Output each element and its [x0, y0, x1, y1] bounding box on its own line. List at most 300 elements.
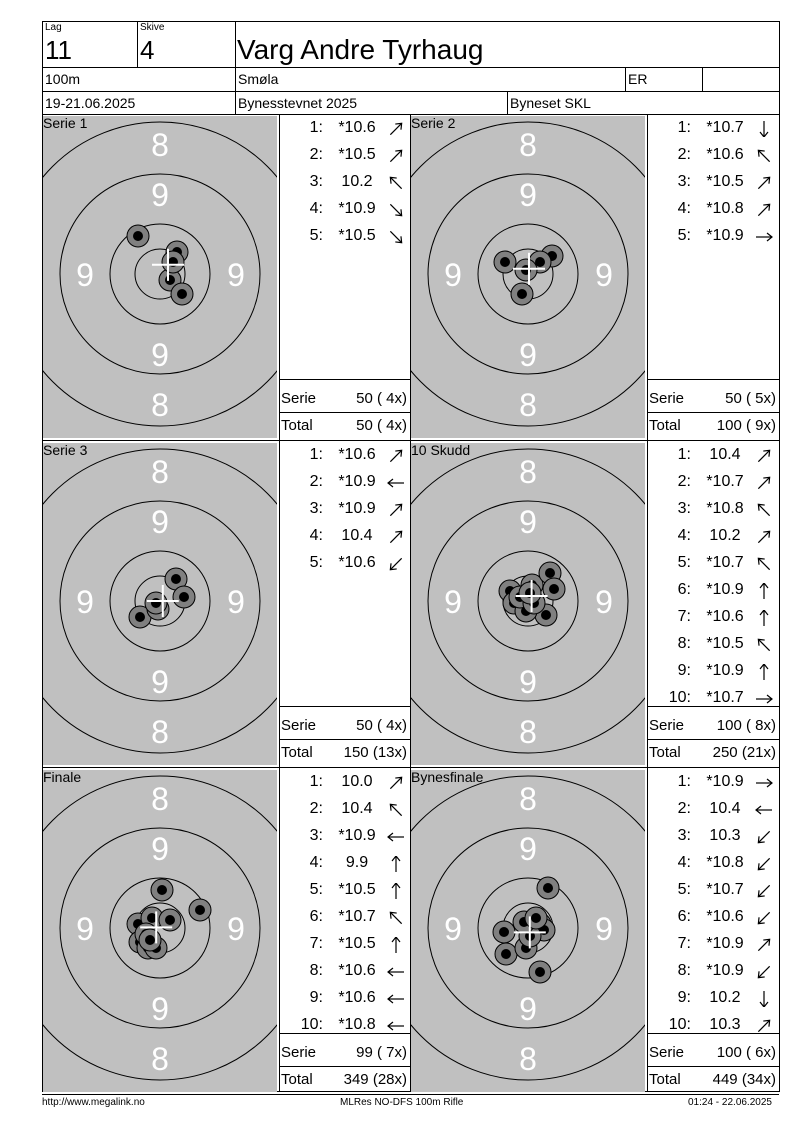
direction-arrow-icon [753, 883, 775, 899]
shot-value: *10.5 [338, 227, 376, 244]
shot-row [279, 119, 409, 146]
shot-row [647, 581, 777, 608]
summary-divider [647, 412, 779, 413]
shot-value: *10.9 [706, 935, 744, 952]
summary-divider [647, 379, 779, 380]
target-panel [411, 443, 645, 765]
target-face [43, 443, 277, 765]
ring-number: 9 [519, 177, 537, 213]
shot-value: *10.9 [338, 500, 376, 517]
shot-number: 6: [309, 908, 323, 925]
total-score: 250 (21x) [712, 744, 776, 761]
distance: 100m [45, 71, 81, 87]
shot-value: *10.9 [706, 773, 744, 790]
shot-value: *10.9 [706, 662, 744, 679]
shot-number: 5: [309, 227, 323, 244]
shot-row [279, 500, 409, 527]
serie-label: Serie [281, 717, 317, 734]
shot-row [279, 527, 409, 554]
direction-arrow-icon [385, 556, 407, 572]
shot-row [279, 881, 409, 908]
direction-arrow-icon [385, 475, 407, 491]
target-panel [43, 770, 277, 1092]
shot-row [279, 854, 409, 881]
shot-number: 3: [309, 827, 323, 844]
shot-hit [171, 283, 193, 305]
target-panel [43, 443, 277, 765]
row-divider [42, 1094, 279, 1095]
summary-divider [647, 1033, 779, 1034]
shot-number: 6: [677, 581, 691, 598]
shot-value: *10.8 [338, 1016, 376, 1033]
serie-score: 100 ( 8x) [716, 717, 776, 734]
ring-number: 8 [151, 714, 169, 750]
shot-value: 10.4 [709, 800, 741, 817]
total-score: 449 (34x) [712, 1071, 776, 1088]
serie-score: 50 ( 4x) [356, 390, 407, 407]
class: ER [628, 71, 648, 87]
shot-row [279, 827, 409, 854]
shot-hit [189, 899, 211, 921]
shot-value: 10.2 [709, 989, 741, 1006]
ring-number: 9 [519, 831, 537, 867]
shot-hit [162, 251, 184, 273]
ring-number: 8 [151, 387, 169, 423]
total-score: 100 ( 9x) [716, 417, 776, 434]
row-divider [42, 440, 279, 441]
serie-label: Serie [649, 390, 685, 407]
shot-number: 1: [677, 446, 691, 463]
serie-label: Serie [649, 717, 685, 734]
shot-value: *10.6 [706, 908, 744, 925]
shot-value: *10.5 [338, 146, 376, 163]
direction-arrow-icon [753, 964, 775, 980]
direction-arrow-icon [385, 502, 407, 518]
series-title: Serie 2 [411, 115, 456, 131]
summary-divider [279, 739, 410, 740]
club: Smøla [238, 71, 279, 87]
shot-number: 1: [309, 446, 323, 463]
shot-number: 5: [309, 554, 323, 571]
shot-row [647, 227, 777, 254]
ring-number: 9 [444, 911, 462, 947]
direction-arrow-icon [753, 637, 775, 653]
direction-arrow-icon [385, 448, 407, 464]
shot-number: 5: [677, 881, 691, 898]
direction-arrow-icon [385, 829, 407, 845]
row-divider [279, 440, 410, 441]
skive-value: 4 [140, 35, 155, 65]
shot-number: 5: [677, 227, 691, 244]
shot-value: *10.5 [706, 635, 744, 652]
shot-number: 1: [309, 119, 323, 136]
direction-arrow-icon [753, 802, 775, 818]
ring-number: 9 [151, 177, 169, 213]
shot-number: 4: [309, 200, 323, 217]
direction-arrow-icon [385, 802, 407, 818]
shot-value: *10.6 [338, 119, 376, 136]
ring-number: 9 [76, 257, 94, 293]
ring-number: 8 [519, 781, 537, 817]
series-title: 10 Skudd [411, 442, 471, 458]
direction-arrow-icon [753, 502, 775, 518]
ring-number: 9 [151, 504, 169, 540]
shot-value: 10.3 [709, 827, 741, 844]
shot-number: 7: [309, 935, 323, 952]
shot-hit [127, 225, 149, 247]
ring-number: 8 [151, 454, 169, 490]
shot-hit [495, 943, 517, 965]
ring-number: 9 [595, 911, 613, 947]
shot-row [279, 935, 409, 962]
shot-row [647, 635, 777, 662]
shot-number: 2: [677, 800, 691, 817]
ring-number: 9 [444, 257, 462, 293]
shot-row [647, 662, 777, 689]
row-divider [410, 1094, 647, 1095]
direction-arrow-icon [753, 856, 775, 872]
ring-number: 9 [151, 991, 169, 1027]
direction-arrow-icon [753, 610, 775, 626]
shot-value: *10.9 [706, 227, 744, 244]
shot-number: 2: [677, 146, 691, 163]
serie-label: Serie [281, 1044, 317, 1061]
shot-number: 3: [309, 173, 323, 190]
ring-number: 9 [519, 504, 537, 540]
shot-row [647, 908, 777, 935]
summary-divider [279, 1033, 410, 1034]
direction-arrow-icon [385, 910, 407, 926]
row-divider [410, 767, 647, 768]
header-vsep-2 [235, 21, 236, 114]
shot-value: *10.9 [706, 962, 744, 979]
shot-row [279, 146, 409, 173]
shot-number: 1: [309, 773, 323, 790]
shot-row [647, 200, 777, 227]
series-title: Serie 1 [43, 115, 88, 131]
shot-value: *10.9 [338, 200, 376, 217]
row-divider [647, 1094, 779, 1095]
row-divider [279, 767, 410, 768]
ring-number: 9 [519, 991, 537, 1027]
shot-number: 10: [668, 689, 691, 706]
ring-number: 8 [519, 1041, 537, 1077]
shot-value: *10.5 [338, 935, 376, 952]
shot-number: 3: [309, 500, 323, 517]
shot-row [647, 146, 777, 173]
frame-right [779, 21, 780, 1092]
shot-row [647, 689, 777, 716]
shot-value: *10.7 [706, 554, 744, 571]
lag-value: 11 [45, 35, 72, 65]
direction-arrow-icon [753, 829, 775, 845]
direction-arrow-icon [753, 691, 775, 707]
shot-value: *10.7 [706, 881, 744, 898]
shot-row [647, 962, 777, 989]
shot-row [647, 608, 777, 635]
shot-row [279, 773, 409, 800]
shot-number: 9: [309, 989, 323, 1006]
row-divider [647, 440, 779, 441]
shot-row [279, 989, 409, 1016]
footer-program: MLRes NO-DFS 100m Rifle [340, 1097, 464, 1108]
series-title: Bynesfinale [411, 769, 484, 785]
shot-value: 10.4 [341, 527, 373, 544]
shot-value: *10.6 [706, 608, 744, 625]
range-name: Byneset SKL [510, 95, 591, 111]
ring-number: 8 [151, 781, 169, 817]
shot-number: 7: [677, 608, 691, 625]
row-divider [279, 1094, 410, 1095]
shot-row [647, 500, 777, 527]
total-label: Total [281, 1071, 313, 1088]
shot-number: 2: [309, 800, 323, 817]
direction-arrow-icon [753, 229, 775, 245]
direction-arrow-icon [385, 991, 407, 1007]
ring-number: 9 [227, 257, 245, 293]
direction-arrow-icon [753, 991, 775, 1007]
shot-row [279, 200, 409, 227]
shot-row [647, 827, 777, 854]
total-label: Total [281, 744, 313, 761]
shot-hit [515, 259, 537, 281]
shot-number: 2: [677, 473, 691, 490]
direction-arrow-icon [753, 202, 775, 218]
shot-value: *10.6 [338, 989, 376, 1006]
shot-value: 10.4 [341, 800, 373, 817]
ring-number: 9 [519, 664, 537, 700]
shot-number: 4: [677, 854, 691, 871]
shot-row [279, 227, 409, 254]
shot-number: 7: [677, 935, 691, 952]
shot-row [647, 446, 777, 473]
ring-number: 8 [519, 387, 537, 423]
shot-hit [525, 907, 547, 929]
direction-arrow-icon [385, 148, 407, 164]
ring-number: 9 [444, 584, 462, 620]
direction-arrow-icon [753, 1018, 775, 1034]
shot-value: *10.5 [706, 173, 744, 190]
direction-arrow-icon [385, 229, 407, 245]
shot-number: 9: [677, 989, 691, 1006]
lag-label: Lag [45, 22, 62, 33]
shot-value: *10.9 [338, 473, 376, 490]
total-score: 150 (13x) [343, 744, 407, 761]
shot-number: 4: [309, 854, 323, 871]
ring-number: 8 [519, 714, 537, 750]
summary-divider [647, 706, 779, 707]
shot-number: 4: [677, 200, 691, 217]
ring-number: 8 [519, 454, 537, 490]
direction-arrow-icon [753, 775, 775, 791]
shot-hit [494, 251, 516, 273]
shot-value: 10.2 [341, 173, 373, 190]
ring-number: 9 [76, 584, 94, 620]
shot-row [279, 446, 409, 473]
shot-number: 2: [309, 146, 323, 163]
shot-row [279, 173, 409, 200]
header-divider-1 [42, 67, 780, 68]
direction-arrow-icon [753, 148, 775, 164]
header-vsep-1 [137, 21, 138, 67]
summary-divider [279, 1066, 410, 1067]
shot-number: 10: [300, 1016, 323, 1033]
shot-value: 10.0 [341, 773, 373, 790]
shot-value: 10.2 [709, 527, 741, 544]
direction-arrow-icon [385, 775, 407, 791]
ring-number: 9 [227, 911, 245, 947]
ring-number: 9 [519, 337, 537, 373]
shot-number: 5: [309, 881, 323, 898]
shot-row [279, 908, 409, 935]
header-vsep-3 [625, 67, 626, 91]
shot-row [647, 1016, 777, 1043]
header-vsep-4 [702, 67, 703, 91]
target-panel [411, 116, 645, 438]
shot-value: *10.5 [338, 881, 376, 898]
direction-arrow-icon [753, 529, 775, 545]
shooter-name: Varg Andre Tyrhaug [237, 34, 484, 65]
shot-hit [173, 586, 195, 608]
direction-arrow-icon [753, 475, 775, 491]
direction-arrow-icon [385, 175, 407, 191]
shot-value: *10.7 [706, 689, 744, 706]
shot-number: 9: [677, 662, 691, 679]
summary-divider [279, 706, 410, 707]
row-divider [647, 767, 779, 768]
series-title: Serie 3 [43, 442, 88, 458]
serie-score: 100 ( 6x) [716, 1044, 776, 1061]
date: 19-21.06.2025 [45, 95, 136, 111]
shot-value: 10.4 [709, 446, 741, 463]
summary-divider [279, 412, 410, 413]
shot-hit [139, 929, 161, 951]
ring-number: 9 [151, 664, 169, 700]
shot-row [647, 173, 777, 200]
shot-number: 1: [677, 773, 691, 790]
shot-number: 1: [677, 119, 691, 136]
shot-row [279, 962, 409, 989]
shot-value: *10.6 [338, 446, 376, 463]
shot-value: 9.9 [345, 854, 369, 871]
shot-number: 2: [309, 473, 323, 490]
shot-number: 10: [668, 1016, 691, 1033]
shot-row [647, 935, 777, 962]
shot-number: 3: [677, 500, 691, 517]
shot-hit [151, 879, 173, 901]
shot-value: *10.6 [338, 962, 376, 979]
shot-value: *10.7 [706, 119, 744, 136]
ring-number: 8 [151, 127, 169, 163]
shot-row [647, 527, 777, 554]
shot-hit [493, 921, 515, 943]
ring-number: 9 [595, 584, 613, 620]
row-divider [410, 440, 647, 441]
direction-arrow-icon [753, 937, 775, 953]
shot-row [647, 881, 777, 908]
footer-url: http://www.megalink.no [42, 1097, 145, 1108]
row-divider [42, 767, 279, 768]
shot-hit [529, 961, 551, 983]
serie-score: 50 ( 4x) [356, 717, 407, 734]
shot-number: 4: [309, 527, 323, 544]
total-label: Total [649, 1071, 681, 1088]
direction-arrow-icon [385, 964, 407, 980]
direction-arrow-icon [385, 121, 407, 137]
ring-number: 8 [151, 1041, 169, 1077]
shot-value: 10.3 [709, 1016, 741, 1033]
ring-number: 9 [151, 337, 169, 373]
shot-row [647, 800, 777, 827]
direction-arrow-icon [385, 937, 407, 953]
ring-number: 9 [595, 257, 613, 293]
shot-value: *10.6 [338, 554, 376, 571]
total-label: Total [649, 417, 681, 434]
shot-row [647, 119, 777, 146]
direction-arrow-icon [753, 910, 775, 926]
ring-number: 9 [151, 831, 169, 867]
skive-label: Skive [140, 22, 165, 33]
direction-arrow-icon [753, 583, 775, 599]
shot-number: 8: [309, 962, 323, 979]
direction-arrow-icon [753, 664, 775, 680]
shot-row [647, 554, 777, 581]
shot-row [279, 1016, 409, 1043]
total-label: Total [649, 744, 681, 761]
header-vsep-5 [507, 91, 508, 114]
ring-number: 9 [76, 911, 94, 947]
shot-value: *10.8 [706, 200, 744, 217]
shot-row [647, 989, 777, 1016]
shot-value: *10.9 [706, 581, 744, 598]
target-face [411, 116, 645, 438]
footer-timestamp: 01:24 - 22.06.2025 [688, 1097, 772, 1108]
header-divider-2 [42, 91, 780, 92]
shot-number: 8: [677, 962, 691, 979]
direction-arrow-icon [753, 556, 775, 572]
total-score: 50 ( 4x) [356, 417, 407, 434]
shot-number: 3: [677, 827, 691, 844]
shot-row [279, 800, 409, 827]
series-title: Finale [43, 769, 82, 785]
shot-hit [519, 582, 541, 604]
direction-arrow-icon [385, 529, 407, 545]
shot-value: *10.7 [338, 908, 376, 925]
target-face [43, 116, 277, 438]
direction-arrow-icon [385, 883, 407, 899]
ring-number: 8 [519, 127, 537, 163]
serie-score: 50 ( 5x) [725, 390, 776, 407]
shot-value: *10.7 [706, 473, 744, 490]
shot-number: 4: [677, 527, 691, 544]
total-score: 349 (28x) [343, 1071, 407, 1088]
serie-score: 99 ( 7x) [356, 1044, 407, 1061]
shot-number: 8: [677, 635, 691, 652]
shot-value: *10.9 [338, 827, 376, 844]
target-face [43, 770, 277, 1092]
summary-divider [647, 739, 779, 740]
shot-number: 3: [677, 173, 691, 190]
shot-value: *10.6 [706, 146, 744, 163]
target-panel [411, 770, 645, 1092]
shot-row [647, 473, 777, 500]
direction-arrow-icon [385, 202, 407, 218]
target-ring [110, 224, 210, 324]
shot-number: 6: [677, 908, 691, 925]
shot-value: *10.8 [706, 500, 744, 517]
shot-row [279, 473, 409, 500]
total-label: Total [281, 417, 313, 434]
